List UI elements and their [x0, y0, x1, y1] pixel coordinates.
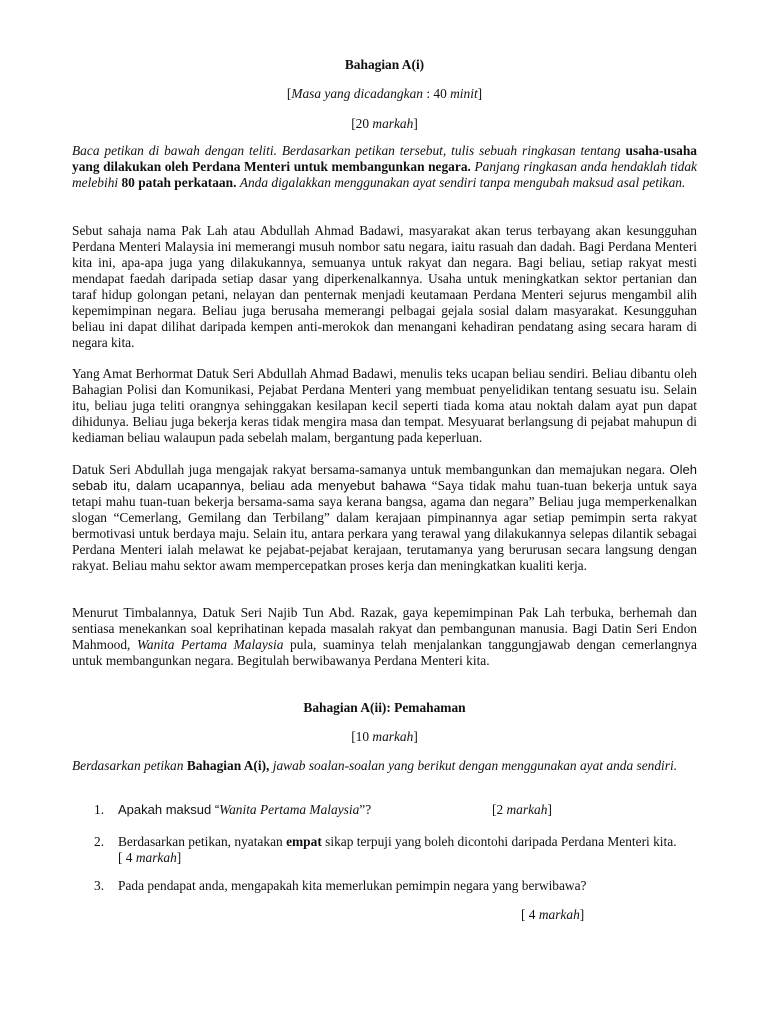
marks-open: [ 4: [521, 907, 539, 922]
paragraph-text: “Saya tidak mahu tuan-tuan bekerja untuk saya tetapi mahu tuan-tuan bekerja bersama-sama saya kerana bangsa, agama dan negara” Beliau juga memperkenalkan slogan “Cemerlang, Gemilang dan Terbilang” dalam kerajaan pimpinannya agar setiap pemimpin serta rakyat bermotivasi untuk berdaya maju. Selain itu, antara perkara yang terawal yang dilakukannya selepas dilantik sebagai Perdana Menteri ialah melawat ke pejabat-pejabat kerajaan, terutamanya yang berurusan secara langsung dengan rakyat. Beliau mahu sektor awam mempercepatkan proses kerja dan meningkatkan kualiti kerja.: [72, 478, 697, 573]
time-minutes: 40: [433, 86, 447, 101]
bracket-open: [: [351, 729, 356, 744]
time-unit: minit: [450, 86, 478, 101]
question-3: [94, 878, 704, 896]
question-text-end: ”?: [359, 802, 372, 817]
question-text-start: Apakah maksud “: [118, 802, 220, 817]
question-marks: [492, 802, 552, 818]
question-term: Wanita Pertama Malaysia: [219, 802, 360, 817]
bracket-close: ]: [413, 729, 418, 744]
passage-paragraph-3: [72, 462, 697, 574]
marks-unit: markah: [135, 850, 177, 865]
instruction-text: Baca petikan di bawah dengan teliti. Berdasarkan petikan tersebut, tulis sebuah ringkasan tentang: [72, 143, 621, 158]
time-label: Masa yang dicadangkan: [291, 86, 423, 101]
marks-close: ]: [176, 850, 182, 865]
paragraph-text: Oleh sebab itu, dalam ucapannya, beliau ada menyebut bahawa: [72, 462, 697, 493]
question-keyword: empat: [286, 834, 322, 849]
section-a1-title: Bahagian A(i): [344, 57, 425, 72]
passage-paragraph-2: Yang Amat Berhormat Datuk Seri Abdullah Ahmad Badawi, menulis teks ucapan beliau sendiri. Beliau dibantu oleh Bahagian Polisi dan Komunikasi, Pejabat Perdana Menteri yang membuat penyelidikan tentang sesuatu isu. Selain itu, beliau juga teliti orangnya sehinggakan kesilapan kecil seperti tiada koma atau noktah dalam ayat pun dapat dihidunya. Beliau juga bekerja keras tidak mengira masa dan tempat. Mesyuarat berlangsung di pejabat mahupun di kediaman beliau walaupun pada sebelah malam, bergantung pada keperluan.: [72, 366, 697, 445]
marks-unit: markah: [506, 802, 548, 817]
marks-unit: markah: [538, 907, 580, 922]
marks-open: [ 4: [118, 850, 136, 865]
title-term: Wanita Pertama Malaysia: [136, 637, 284, 652]
marks-value: 20: [355, 116, 370, 131]
instruction-text: Panjang ringkasan anda hendaklah tidak melebihi: [72, 159, 697, 190]
bracket-close: ]: [413, 116, 418, 131]
question-text: [118, 834, 704, 866]
passage-paragraph-4: [72, 605, 697, 669]
marks-close: ]: [547, 802, 552, 817]
bracket-open: [: [351, 116, 356, 131]
question-number: 1.: [94, 802, 105, 817]
paragraph-text: Datuk Seri Abdullah juga mengajak rakyat bersama-samanya untuk membangunkan dan memajukan negara.: [72, 462, 666, 477]
question-2: [94, 834, 704, 870]
question-number: 2.: [94, 834, 105, 849]
instruction-text: Berdasarkan petikan: [72, 758, 184, 773]
section-a2-instruction: [72, 758, 697, 774]
marks-unit: markah: [372, 116, 414, 131]
marks-unit: markah: [372, 729, 414, 744]
question-3-marks: [521, 907, 584, 923]
section-a1-marks: [72, 116, 697, 132]
time-separator: :: [422, 86, 434, 101]
instruction-text: jawab soalan-soalan yang berikut dengan menggunakan ayat anda sendiri.: [272, 758, 678, 773]
word-limit: 80 patah perkataan.: [121, 175, 237, 190]
section-a1-instruction: [72, 143, 697, 191]
instruction-topic: usaha-usaha yang dilakukan oleh Perdana Menteri untuk membangunkan negara.: [72, 143, 697, 174]
marks-open: [2: [492, 802, 507, 817]
marks-value: 10: [355, 729, 370, 744]
question-text: Pada pendapat anda, mengapakah kita memerlukan pemimpin negara yang berwibawa?: [118, 878, 587, 893]
bracket-close: ]: [477, 86, 483, 101]
question-1: [94, 802, 704, 820]
passage-paragraph-1: Sebut sahaja nama Pak Lah atau Abdullah Ahmad Badawi, masyarakat akan terus terbayang akan kesungguhan Perdana Menteri Malaysia ini memerangi musuh nombor satu negara, iaitu rasuah dan dadah. Bagi Perdana Menteri kita ini, apa-apa juga yang dilakukannya, semuanya untuk rakyat dan negara. Bagi beliau, setiap rakyat mesti mendapat faedah daripada setiap dasar yang diperkenalkannya. Usaha untuk meningkatkan sektor pertanian dan taraf hidup golongan petani, nelayan dan penternak menjadi keutamaan Perdana Menteri sejurus mengambil alih kepemimpinan negara. Beliau juga berusaha memerangi pelbagai gejala sosial dalam masyarakat. Kesungguhan beliau ini dapat dilihat daripada kempen anti-merokok dan menangani kehadiran pendatang asing secara haram di negara kita.: [72, 223, 697, 350]
paragraph-text: Menurut Timbalannya, Datuk Seri Najib Tun Abd. Razak, gaya kepemimpinan Pak Lah terbuka, berhemah dan sentiasa menekankan soal keprihatinan kepada masalah rakyat dan pembangunan manusia. Bagi Datin Seri Endon Mahmood,: [72, 605, 697, 652]
instruction-text: Anda digalakkan menggunakan ayat sendiri tanpa mengubah maksud asal petikan.: [239, 175, 686, 190]
instruction-reference: Bahagian A(i),: [186, 758, 270, 773]
section-a2-marks: [72, 729, 697, 745]
question-text-start: Berdasarkan petikan, nyatakan: [118, 834, 283, 849]
paragraph-text: pula, suaminya telah menjalankan tanggungjawab dengan cemerlangnya untuk membangunkan negara. Begitulah berwibawanya Perdana Menteri kita.: [72, 637, 697, 668]
marks-close: ]: [579, 907, 585, 922]
section-a2-title: Bahagian A(ii): Pemahaman: [303, 700, 466, 715]
bracket-open: [: [286, 86, 292, 101]
question-text-end: sikap terpuji yang boleh dicontohi daripada Perdana Menteri kita.: [325, 834, 677, 849]
question-number: 3.: [94, 878, 105, 893]
time-allocation: [72, 86, 697, 102]
question-text: [118, 802, 704, 818]
